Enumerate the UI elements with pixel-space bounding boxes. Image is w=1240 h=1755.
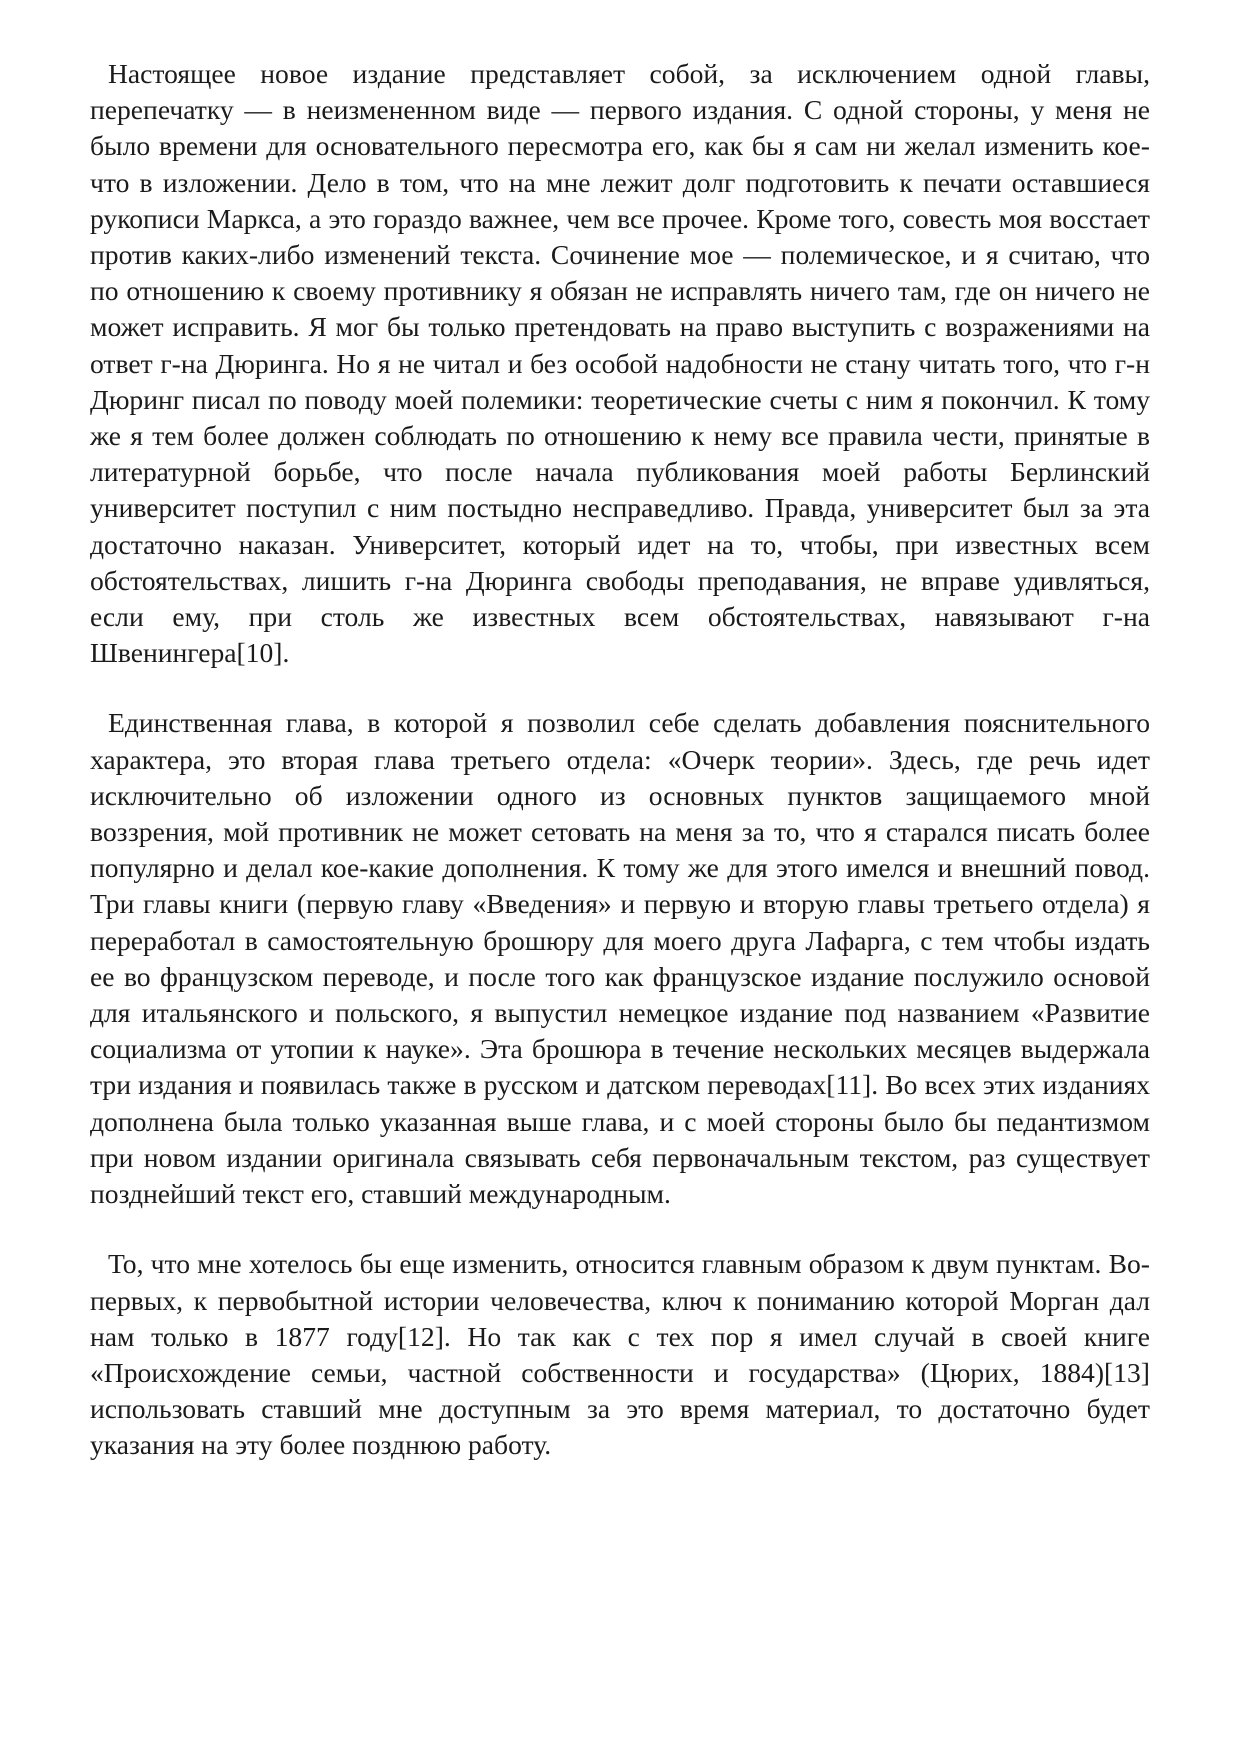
paragraph-1: Настоящее новое издание представляет собой, за исключением одной главы, перепечатку — в неизмененном виде — первого издания. С одной стороны, у меня не было времени для основательного пересмотра его, как бы я сам ни желал изменить кое-что в изложении. Дело в том, что на мне лежит долг подготовить к печати оставшиеся рукописи Маркса, а это гораздо важнее, чем все прочее. Кроме того, совесть моя восстает против каких-либо изменений текста. Сочинение мое — полемическое, и я считаю, что по отношению к своему противнику я обязан не исправлять ничего там, где он ничего не может исправить. Я мог бы только претендовать на право выступить с возражениями на ответ г-на Дюринга. Но я не читал и без особой надобности не стану читать того, что г-н Дюринг писал по поводу моей полемики: теоретические счеты с ним я покончил. К тому же я тем более должен соблюдать по отношению к нему все правила чести, принятые в литературной борьбе, что после начала публикования моей работы Берлинский университет поступил с ним постыдно несправедливо. Правда, университет был за эта достаточно наказан. Университет, который идет на то, чтобы, при известных всем обстоятельствах, лишить г-на Дюринга свободы преподавания, не вправе удивляться, если ему, при столь же известных всем обстоятельствах, навязывают г-на Швенингера[10]. <box>90 58 1150 669</box>
paragraph-2: Единственная глава, в которой я позволил себе сделать добавления пояснительного характера, это вторая глава третьего отдела: «Очерк теории». Здесь, где речь идет исключительно об изложении одного из основных пунктов защищаемого мной воззрения, мой противник не может сетовать на меня за то, что я старался писать более популярно и делал кое-какие дополнения. К тому же для этого имелся и внешний повод. Три главы книги (первую главу «Введения» и первую и вторую главы третьего отдела) я переработал в самостоятельную брошюру для моего друга Лафарга, с тем чтобы издать ее во французском переводе, и после того как французское издание послужило основой для итальянского и польского, я выпустил немецкое издание под названием «Развитие социализма от утопии к науке». Эта брошюра в течение нескольких месяцев выдержала три издания и появилась также в русском и датском переводах[11]. Во всех этих изданиях дополнена была только указанная выше глава, и с моей стороны было бы педантизмом при новом издании оригинала связывать себя первоначальным текстом, раз существует позднейший текст его, ставший международным. <box>90 707 1150 1210</box>
paragraph-3: То, что мне хотелось бы еще изменить, относится главным образом к двум пунктам. Во-первых, к первобытной истории человечества, ключ к пониманию которой Морган дал нам только в 1877 году[12]. Но так как с тех пор я имел случай в своей книге «Происхождение семьи, частной собственности и государства» (Цюрих, 1884)[13] использовать ставший мне доступным за это время материал, то достаточно будет указания на эту более позднюю работу. <box>90 1248 1150 1461</box>
document-body <box>90 56 1150 1464</box>
